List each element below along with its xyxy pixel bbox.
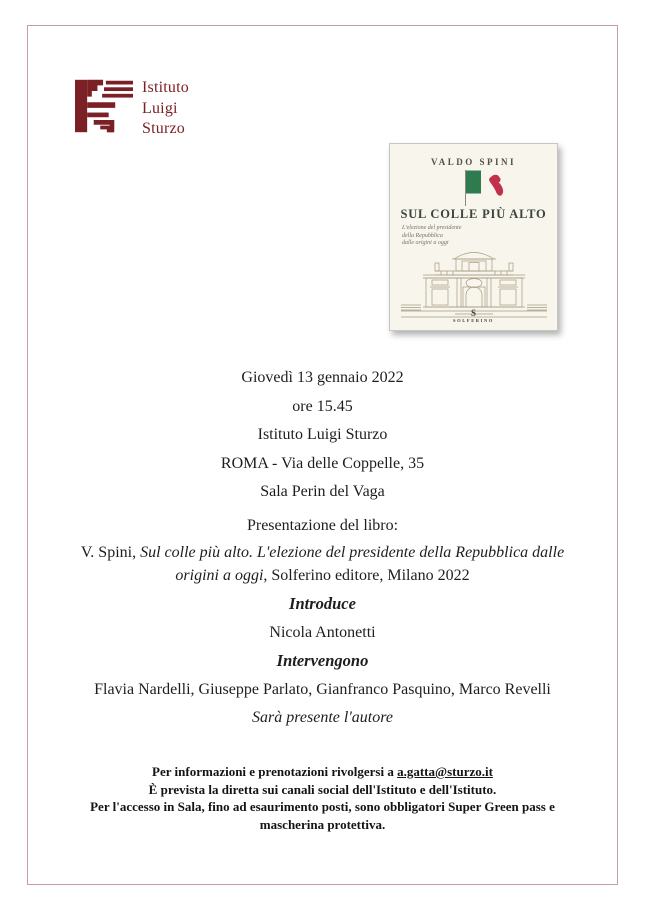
publisher-logo	[390, 309, 557, 324]
email-link[interactable]: a.gatta@sturzo.it	[397, 764, 493, 779]
subtitle-line: L'elezione del presidente	[402, 225, 462, 231]
sturzo-logo-icon	[75, 76, 133, 136]
book-cover-author: VALDO SPINI	[430, 157, 517, 167]
subtitle-line: della Repubblica	[402, 232, 443, 239]
event-room: Sala Perin del Vaga	[260, 483, 385, 500]
footer-line-1	[30, 763, 615, 781]
citation-publisher: , Solferino editore, Milano 2022	[263, 566, 470, 584]
citation-title-part-1: Sul colle più alto. L'elezione del presidente della Repubblica dalle	[140, 544, 565, 561]
logo-line-3: Sturzo	[142, 120, 185, 137]
subtitle-line: dalle origini a oggi	[402, 240, 449, 246]
logo-wordmark	[142, 78, 189, 140]
logo-line-1: Istituto	[142, 79, 189, 96]
solferino-mark-icon: S	[470, 307, 476, 318]
footer-info	[30, 763, 615, 833]
introduce-label: Introduce	[289, 594, 356, 613]
event-date: Giovedì 13 gennaio 2022	[241, 369, 404, 386]
footer-line-4: mascherina protettiva.	[259, 816, 386, 832]
book-cover-subtitle	[402, 225, 557, 248]
speakers-names: Flavia Nardelli, Giuseppe Parlato, Gianfranco Pasquino, Marco Revelli	[94, 680, 551, 698]
logo-line-2: Luigi	[142, 99, 178, 117]
speakers-label: Intervengono	[276, 651, 369, 670]
istituto-logo	[75, 76, 189, 140]
presentation-label: Presentazione del libro:	[246, 516, 399, 534]
event-time: ore 15.45	[292, 397, 353, 415]
footer-line-2: È prevista la diretta sui canali social dell'Istituto e dell'Istituto.	[148, 781, 497, 797]
publisher-name: SOLFERINO	[453, 317, 494, 323]
book-cover	[389, 143, 558, 331]
footer-line-3: Per l'accesso in Sala, fino ad esaurimento posti, sono obbligatori Super Green pass e	[90, 799, 555, 814]
citation-author: V. Spini,	[80, 544, 141, 561]
event-address: ROMA - Via delle Coppelle, 35	[220, 454, 425, 472]
italian-flag-icon	[458, 169, 508, 207]
citation-title-part-2: origini a oggi	[175, 566, 264, 584]
introducer-name: Nicola Antonetti	[269, 623, 376, 641]
book-cover-flag-area	[390, 169, 557, 207]
book-citation-line-2	[30, 565, 615, 588]
info-text: Per informazioni e prenotazioni rivolgersi a	[152, 764, 398, 779]
author-presence-note: Sarà presente l'autore	[252, 709, 393, 726]
book-cover-title: SUL COLLE PIÙ ALTO	[400, 207, 547, 221]
event-venue: Istituto Luigi Sturzo	[257, 426, 388, 443]
event-details	[30, 364, 615, 733]
book-citation-line-1	[30, 542, 615, 565]
